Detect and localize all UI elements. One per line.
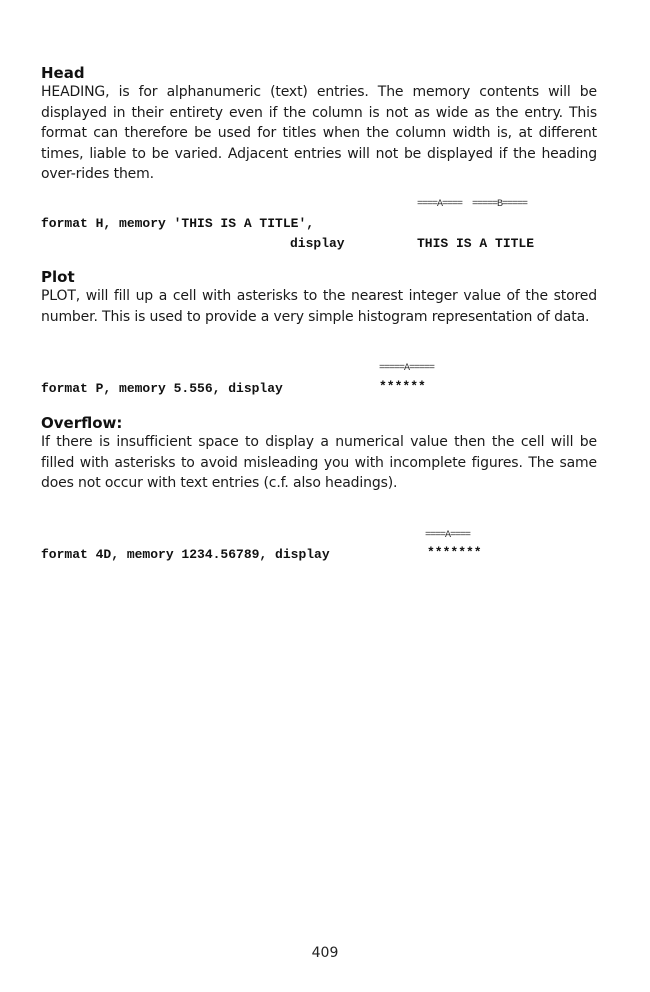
- code-output-head: THIS IS A TITLE: [417, 236, 535, 251]
- code-output-plot: ******: [379, 379, 426, 394]
- code-line-plot: format P, memory 5.556, display: [41, 381, 283, 396]
- section-body-head: HEADING, is for alphanumeric (text) entries. The memory contents will be displayed in their entirety even if the column is not as wide as the entry. This format can therefore be used for titles when the column width is, at different times, liable to be varied. Adjacent entries will not be displayed if the heading over-rides them.: [41, 84, 597, 182]
- page-number: 409: [311, 945, 339, 961]
- column-headers-head: ====A==== =====B=====: [417, 199, 528, 210]
- code-line-head-1: format H, memory 'THIS IS A TITLE',: [41, 216, 315, 231]
- code-line-head-2: display: [290, 236, 345, 251]
- code-line-overflow: format 4D, memory 1234.56789, display: [41, 547, 330, 562]
- code-output-overflow: *******: [427, 545, 482, 560]
- column-headers-plot: =====A=====: [379, 363, 435, 374]
- section-body-overflow: If there is insufficient space to display a numerical value then the cell will be filled with asterisks to avoid misleading you with incomplete figures. The same does not occur with text entries (c.f. also headings).: [41, 434, 597, 491]
- column-headers-overflow: ====A====: [425, 530, 471, 541]
- section-heading-head: Head: [41, 64, 85, 82]
- section-body-plot: PLOT, will fill up a cell with asterisks to the nearest integer value of the stored number. This is used to provide a very simple histogram representation of data.: [41, 288, 597, 325]
- section-heading-plot: Plot: [41, 268, 75, 286]
- section-heading-overflow: Overflow:: [41, 414, 123, 432]
